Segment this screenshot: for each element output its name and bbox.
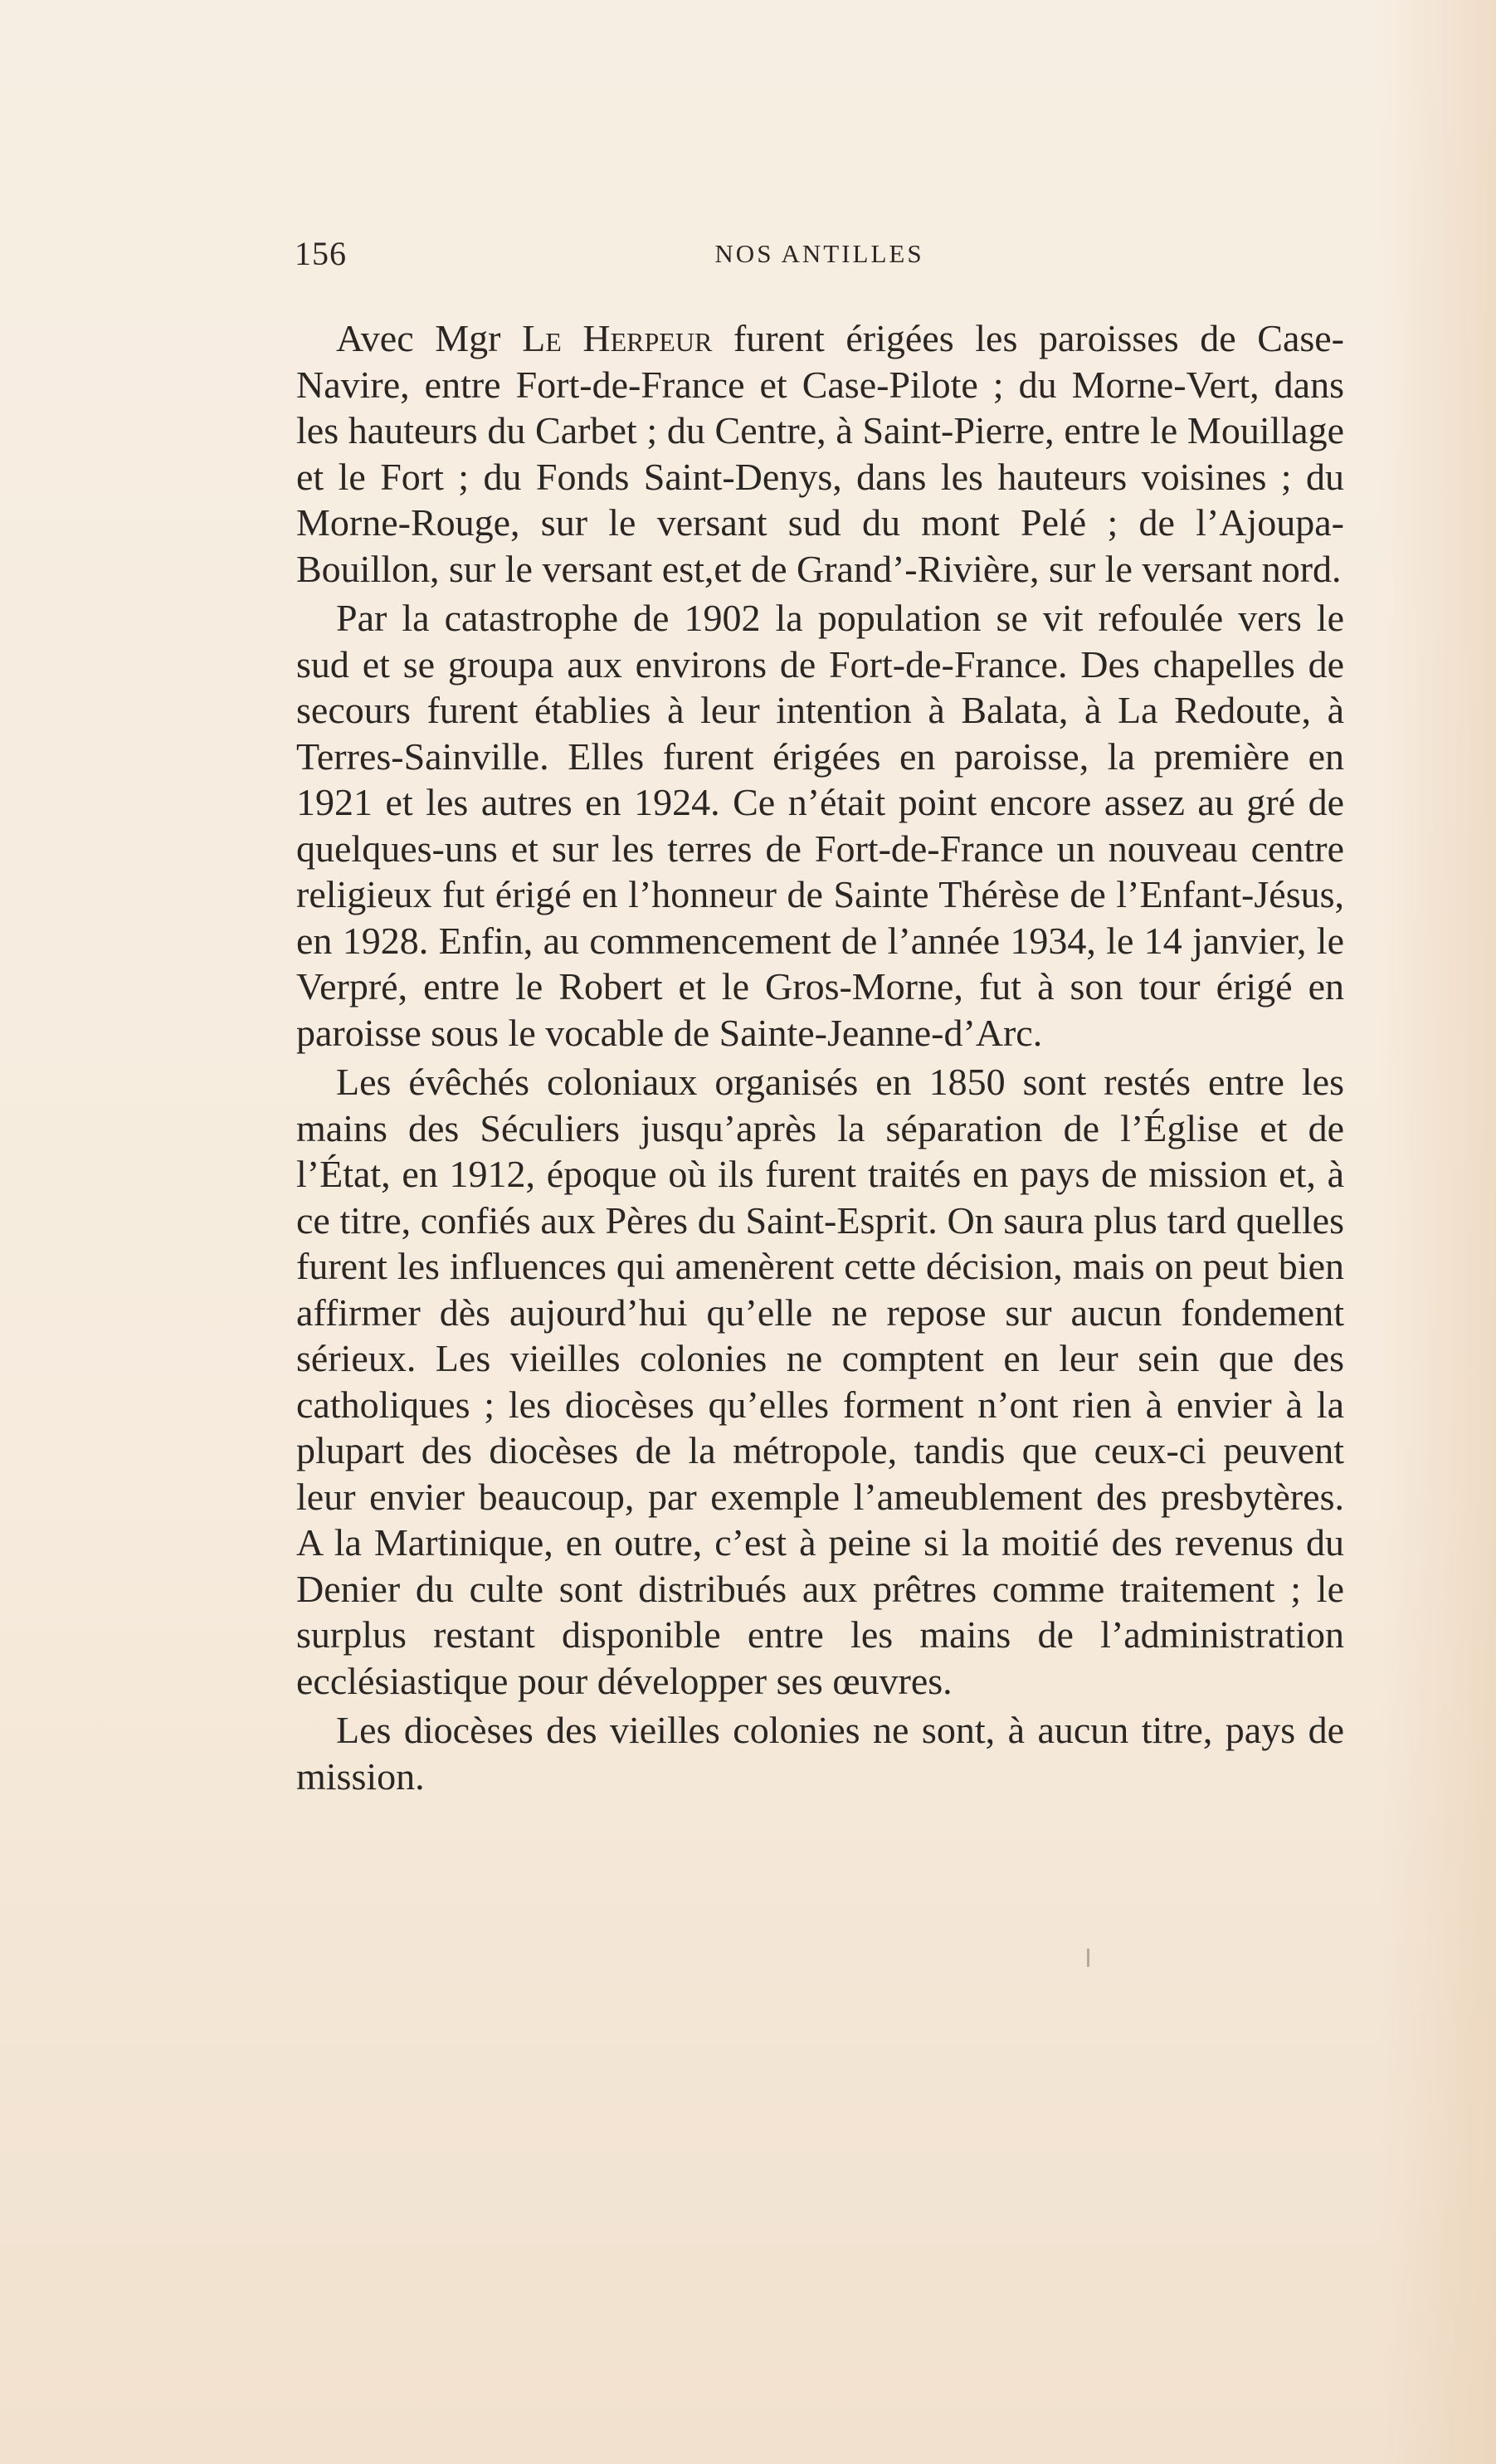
- paragraph-1-rest: furent érigées les paroisses de Case-Navire, entre Fort-de-France et Case-Pilote ; du Morne-Vert, dans les hauteurs du Carbet ; du Centre, à Saint-Pierre, entre le Mouillage et le Fort ; du Fonds Saint-Denys, dans les hauteurs voisines ; du Morne-Rouge, sur le versant sud du mont Pelé ; de l’Ajoupa-Bouillon, sur le versant est,et de Grand’-Rivière, sur le versant nord.: [296, 317, 1344, 590]
- paragraph-4: Les diocèses des vieilles colonies ne sont, à aucun titre, pays de mission.: [296, 1709, 1344, 1798]
- paragraph-1: [296, 315, 1344, 592]
- page-edge-shading: [1380, 0, 1496, 2464]
- paragraph-2: Par la catastrophe de 1902 la population se vit refoulée vers le sud et se groupa aux environs de Fort-de-France. Des chapelles de secours furent établies à leur intention à Balata, à La Redoute, à Terres-Sainville. Elles furent érigées en paroisse, la première en 1921 et les autres en 1924. Ce n’était point encore assez au gré de quelques-uns et sur les terres de Fort-de-France un nouveau centre religieux fut érigé en l’honneur de Sainte Thérèse de l’Enfant-Jésus, en 1928. Enfin, au commencement de l’année 1934, le 14 janvier, le Verpré, entre le Robert et le Gros-Morne, fut à son tour érigé en paroisse sous le vocable de Sainte-Jeanne-d’Arc.: [296, 597, 1344, 1054]
- paragraph-3: Les évêchés coloniaux organisés en 1850 sont restés entre les mains des Séculiers jusqu’après la séparation de l’Église et de l’État, en 1912, époque où ils furent traités en pays de mission et, à ce titre, confiés aux Pères du Saint-Esprit. On saura plus tard quelles furent les influences qui amenèrent cette décision, mais on peut bien affirmer dès aujourd’hui qu’elle ne repose sur aucun fondement sérieux. Les vieilles colonies ne comptent en leur sein que des catholiques ; les diocèses qu’elles forment n’ont rien à envier à la plupart des diocèses de la métropole, tandis que ceux-ci peuvent leur envier beaucoup, par exemple l’ameublement des presbytères. A la Martinique, en outre, c’est à peine si la moitié des revenus du Denier du culte sont distribués aux prêtres comme traitement ; le surplus restant disponible entre les mains de l’administration ecclésiastique pour développer ses œuvres.: [296, 1061, 1344, 1702]
- running-title: NOS ANTILLES: [714, 239, 924, 268]
- paragraph-1-lead: Avec Mgr: [336, 317, 523, 359]
- stray-ink-mark: [1087, 1949, 1089, 1967]
- page-number: 156: [295, 235, 347, 272]
- body-text: [296, 315, 1344, 1803]
- page-header: [295, 234, 1344, 284]
- bishop-name: Le Herpeur: [522, 317, 713, 359]
